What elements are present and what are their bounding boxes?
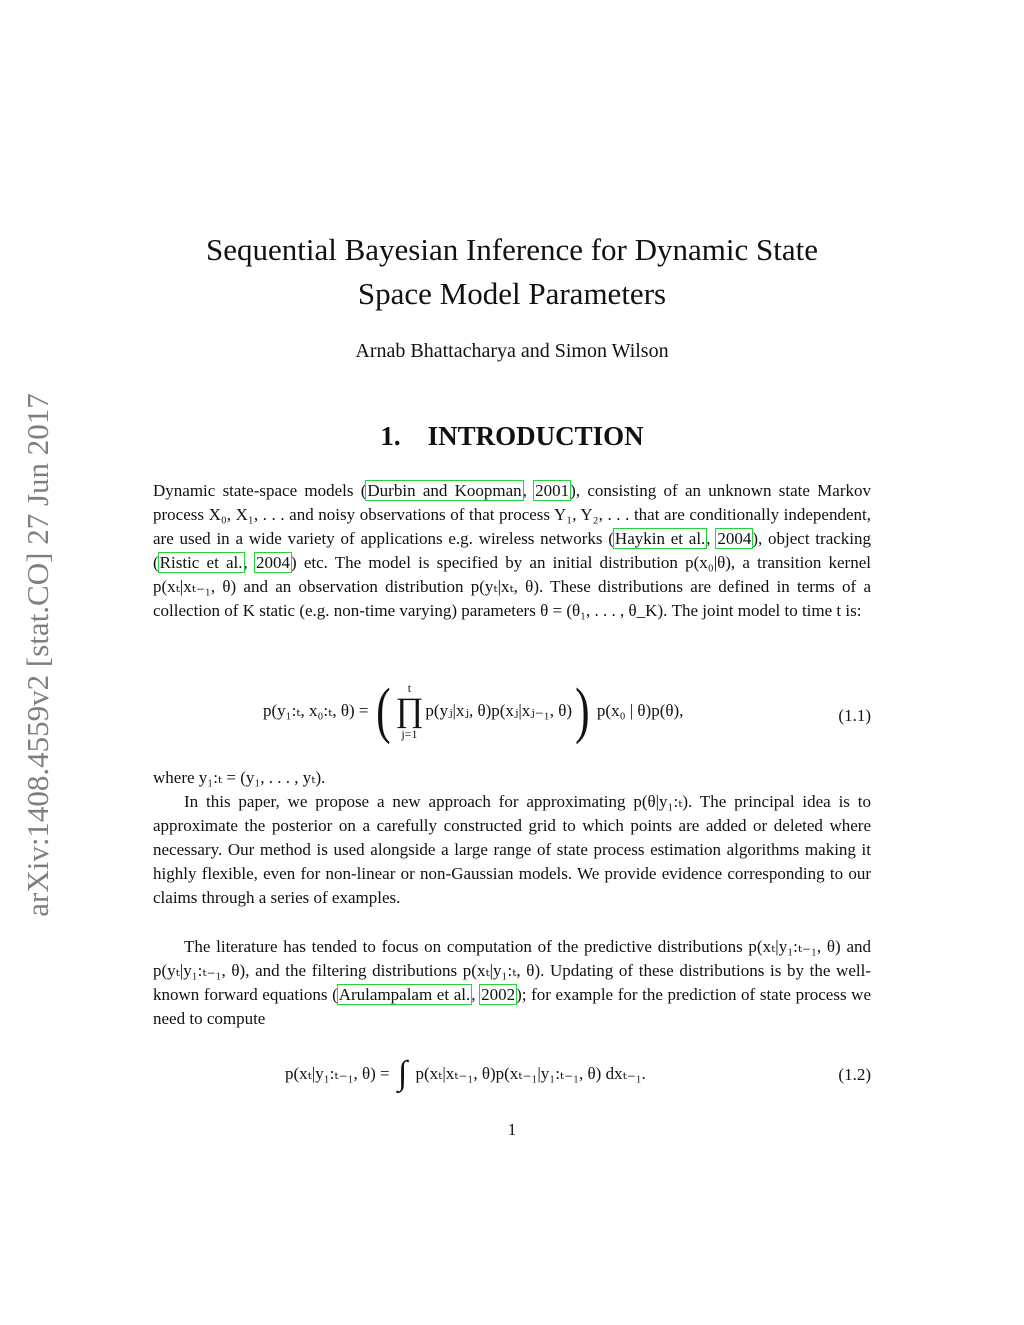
paragraph-3 [153,935,871,1031]
paragraph-text: The literature has tended to focus on computation of the predictive distributions p(xₜ|y₁:ₜ₋₁, θ) and p(yₜ|y₁:ₜ₋₁, θ), and the filtering distributions p(xₜ|y₁:ₜ, θ). Updating of these distributions is by the well-known forward equations ( [153,937,871,1004]
paragraph-text: ), consisting of an unknown state Markov process X₀, X₁, . . . and noisy observations of that process Y₁, Y₂, . . . that are conditionally independent, are used in a wide variety of applications e.g. wireless networks ( [153,481,871,548]
title-line-2: Space Model Parameters [357,276,667,311]
section-number: 1. [380,421,401,451]
integral-symbol: ∫ [397,1055,408,1092]
citation-link-haykin[interactable] [614,529,706,548]
equation-rhs: p(xₜ|xₜ₋₁, θ)p(xₜ₋₁|y₁:ₜ₋₁, θ) dxₜ₋₁. [415,1064,646,1083]
equation-body [285,1055,646,1093]
citation-separator: , [706,529,717,548]
product-operator [395,682,423,740]
close-paren: ) [575,677,590,745]
arxiv-identifier-stamp [12,365,64,945]
citation-separator: , [522,481,535,500]
citation-author: Durbin and Koopman [367,481,522,500]
product-symbol: ∏ [395,692,424,729]
paragraph-text: ); for example for the prediction of state process we need to compute [153,985,872,1028]
citation-link-arulampalam[interactable] [338,985,471,1004]
equation-lhs: p(xₜ|y₁:ₜ₋₁, θ) = [285,1064,390,1083]
paragraph-text: ) etc. The model is specified by an initial distribution p(x₀|θ), a transition kernel p(xₜ|xₜ₋₁, θ) and an observation distribution p(yₜ|xₜ, θ). These distributions are defined in terms of a collection of K static (e.g. non-time varying) parameters θ = (θ₁, . . . , θ_K). The joint model to time t is: [153,553,871,620]
citation-link-2001[interactable] [534,481,570,500]
product-term: p(yⱼ|xⱼ, θ)p(xⱼ|xⱼ₋₁, θ) [425,701,573,720]
citation-link-durbin-koopman[interactable] [366,481,522,500]
citation-link-haykin-2004[interactable] [716,529,752,548]
citation-author: Arulampalam et al. [338,985,471,1004]
citation-separator: , [243,553,255,572]
title-line-1: Sequential Bayesian Inference for Dynamic State [205,232,818,267]
page-number: 1 [507,1120,517,1139]
citation-year: 2004 [717,529,752,548]
citation-link-ristic[interactable] [159,553,244,572]
citation-link-ristic-2004[interactable] [255,553,291,572]
arxiv-stamp-text: arXiv:1408.4559v2 [stat.CO] 27 Jun 2017 [20,393,55,917]
product-upper-limit: t [407,681,412,695]
section-title: INTRODUCTION [427,421,644,451]
citation-year: 2002 [481,985,516,1004]
citation-author: Ristic et al. [159,553,243,572]
equation-body [263,677,684,745]
equation-1-1 [153,677,871,756]
equation-lhs: p(y₁:ₜ, x₀:ₜ, θ) = [263,701,369,720]
author-list: Arnab Bhattacharya and Simon Wilson [355,340,669,362]
equation-rest: p(x₀ | θ)p(θ), [596,701,684,720]
paper-title [100,228,924,316]
paragraph-2 [153,790,871,910]
equation-number: (1.2) [838,1065,871,1084]
citation-year: 2001 [535,481,570,500]
citation-year: 2004 [255,553,290,572]
equation-1-2 [153,1055,871,1095]
product-lower-limit: j=1 [401,727,418,741]
equation-number: (1.1) [838,706,871,725]
citation-separator: , [471,985,481,1004]
section-heading [100,421,924,452]
citation-link-arulampalam-2002[interactable] [480,985,516,1004]
paragraph-text: In this paper, we propose a new approach for approximating p(θ|y₁:ₜ). The principal idea is to approximate the posterior on a carefully constructed grid to which points are added or deleted where necessary. Our method is used alongside a large range of state process estimation algorithms making it highly flexible, even for non-linear or non-Gaussian models. We provide evidence corresponding to our claims through a series of examples. [153,792,871,907]
where-clause: where y₁:ₜ = (y₁, . . . , yₜ). [153,768,326,787]
paragraph-text: Dynamic state-space models ( [153,481,367,500]
citation-author: Haykin et al. [614,529,706,548]
paragraph-1 [153,479,871,623]
paragraph-text: ), object tracking ( [153,529,872,572]
open-paren: ( [375,677,391,745]
